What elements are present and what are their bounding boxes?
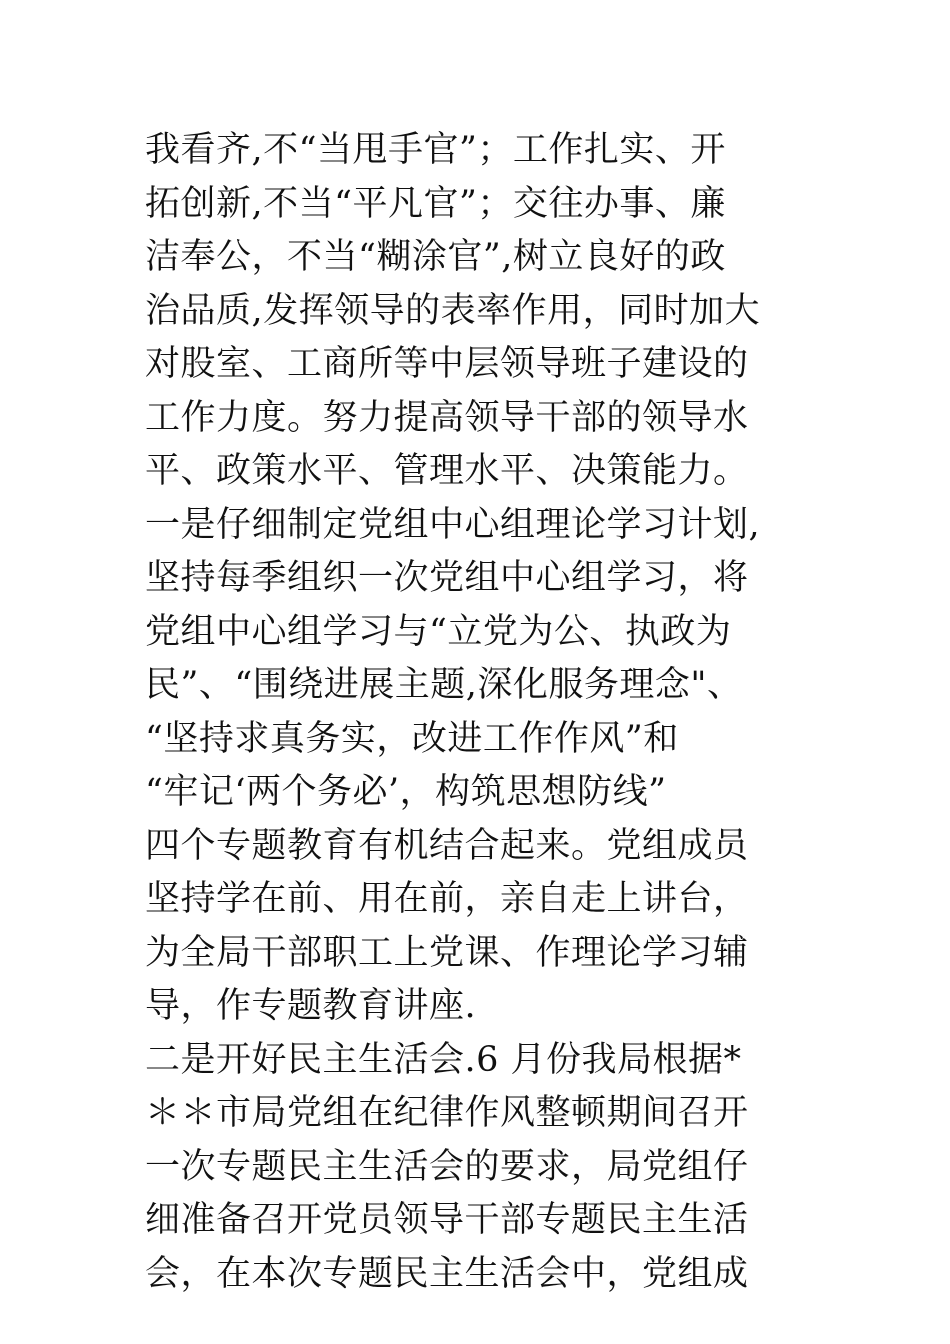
text-line: 党组中心组学习与“立党为公、执政为	[145, 611, 732, 652]
text-line: “坚持求真务实，改进工作作风”和	[145, 718, 679, 759]
text-line: 会，在本次专题民主生活会中，党组成	[145, 1253, 749, 1294]
text-line: 细准备召开党员领导干部专题民主生活	[145, 1200, 749, 1240]
text-line: 工作力度。努力提高领导干部的领导水	[145, 397, 749, 438]
text-line: 一次专题民主生活会的要求，局党组仔	[145, 1146, 749, 1187]
text-line: 坚持每季组织一次党组中心组学习，将	[145, 558, 749, 598]
text-line: 为全局干部职工上党课、作理论学习辅	[145, 932, 749, 973]
text-line: 对股室、工商所等中层领导班子建设的	[145, 344, 749, 384]
text-line: 四个专题教育有机结合起来。党组成员	[145, 825, 749, 866]
text-line: 导，作专题教育讲座.	[145, 986, 477, 1026]
text-line: 一是仔细制定党组中心组理论学习计划,	[145, 504, 761, 545]
text-line: 洁奉公，不当“糊涂官”,树立良好的政	[145, 237, 726, 277]
text-line: ＊＊市局党组在纪律作风整顿期间召开	[145, 1093, 749, 1133]
body-text	[145, 124, 825, 1301]
text-line: 二是开好民主生活会.6 月份我局根据*	[145, 1039, 742, 1080]
text-line: 治品质,发挥领导的表率作用，同时加大	[145, 290, 761, 331]
text-line: “牢记‘两个务必’，构筑思想防线”	[145, 772, 667, 812]
text-line: 拓创新,不当“平凡官”；交往办事、廉	[145, 183, 726, 224]
text-line: 坚持学在前、用在前，亲自走上讲台，	[145, 879, 749, 919]
text-line: 我看齐,不“当甩手官”；工作扎实、开	[145, 130, 726, 170]
text-line: 平、政策水平、管理水平、决策能力。	[145, 451, 749, 491]
text-line: 民”、“围绕进展主题,深化服务理念"、	[145, 665, 743, 705]
